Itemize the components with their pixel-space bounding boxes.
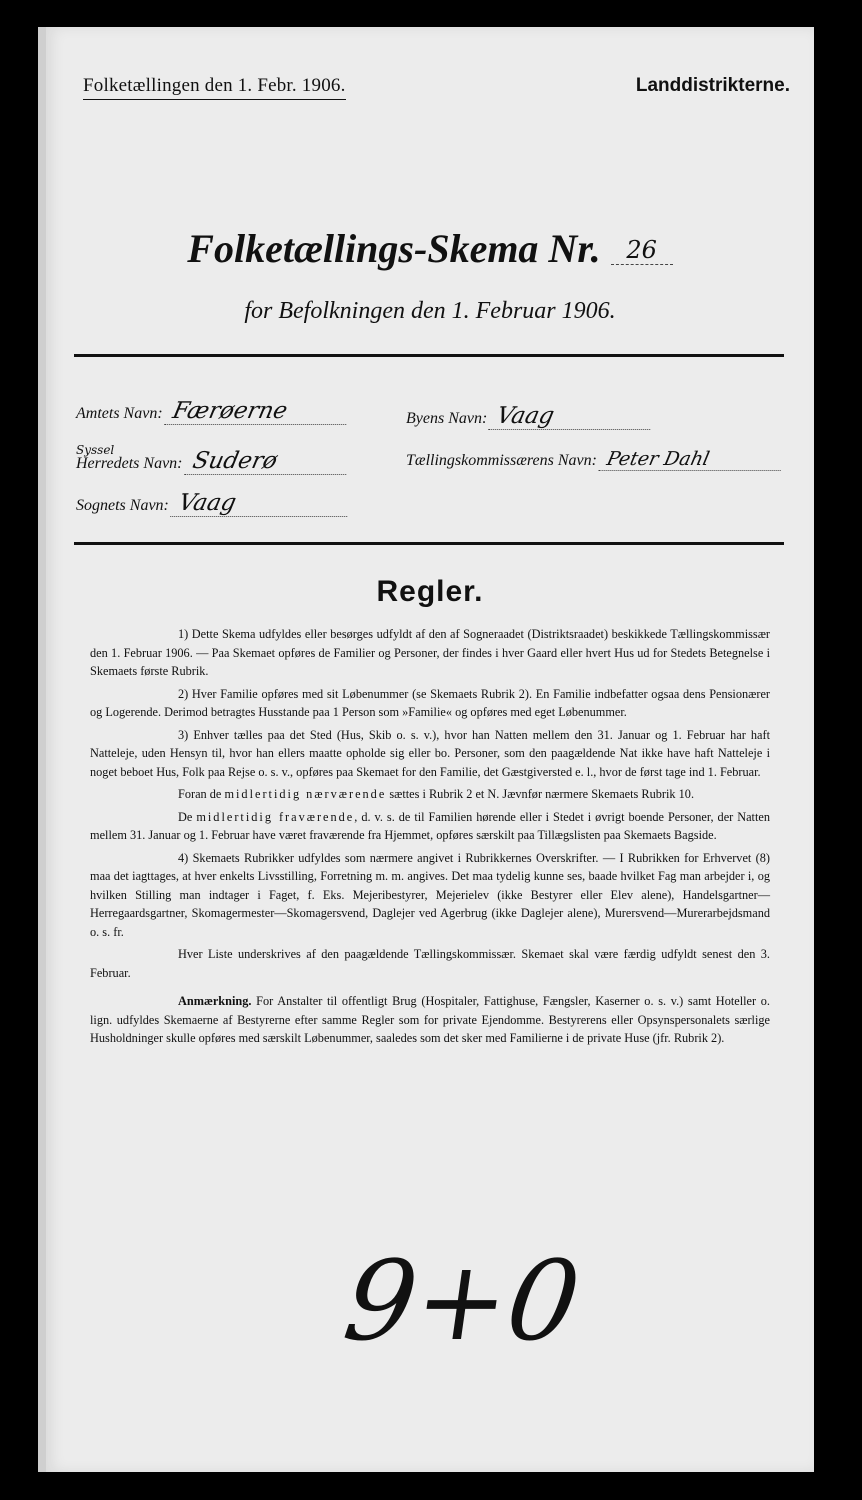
handwritten-note: 9+0 (337, 1237, 588, 1365)
rule-paragraph (90, 808, 770, 845)
herred-prefix: Syssel (76, 443, 115, 457)
rule-text: De (178, 809, 197, 824)
rule-paragraph: 1) Dette Skema udfyldes eller besørges udfyldt af den af Sogneraadet (Distriktsraadet) beskikkede Tællingskommissær den 1. Februar 1906. — Paa Skemaet opføres de Familier og Personer, der findes i hver Gaard eller hvert Hus ud for Stedets Betegnelse i Skemaets første Rubrik. (90, 627, 770, 678)
herred-value: Suderø (184, 448, 352, 475)
byens-label: Byens Navn: (406, 410, 488, 427)
rule-paragraph: Hver Liste underskrives af den paagældende Tællingskommissær. Skemaet skal være færdig udfyldt senest den 3. Februar. (90, 947, 770, 980)
rule-paragraph: 3) Enhver tælles paa det Sted (Hus, Skib o. s. v.), hvor han Natten mellem den 31. Januar og 1. Februar har haft Natteleje, uden Hensyn til, hvor han ellers maatte opholde sig eller bo. Personer, som den paagældende Nat ikke have haft Natteleje i noget beboet Hus, Folk paa Rejse o. s. v., opføres paa Skemaet for den Familie, det Gæstgiversted e. l., hvor de først tage ind 1. Februar. (90, 727, 770, 779)
divider-top (74, 354, 784, 357)
rule-paragraph: 2) Hver Familie opføres med sit Løbenummer (se Skemaets Rubrik 2). En Familie indbefatter ogsaa dens Pensionærer og Logerende. Derimod betragtes Husstande paa 1 Person som »Familie« og opføres med eget Løbenummer. (90, 686, 770, 719)
anmaerkning-label: Anmærkning. (178, 994, 252, 1008)
header-right: Landdistrikterne. (635, 75, 790, 96)
rule-text: For Anstalter til offentligt Brug (Hospitaler, Fattighuse, Fængsler, Kaserner o. s. v.) samt Hoteller o. lign. udfyldes Skemaerne af Bestyrerne efter samme Regler som for private Ejendomme. Bestyrerens eller Opsynspersonalets særlige Husholdninger skulle opføres med særskilt Løbenummer, saaledes som det sker med Familierne i de private Huse (jfr. Rubrik 2). (90, 994, 770, 1045)
header-left (83, 75, 346, 97)
rule-paragraph (90, 785, 770, 804)
header-left-text: Folketællingen den 1. Febr. 1906. (83, 75, 346, 96)
regler-body (90, 625, 770, 1052)
byens-value: Vaag (488, 403, 656, 430)
sogn-value: Vaag (170, 490, 353, 517)
divider-bottom (74, 542, 784, 545)
census-form-page (38, 27, 814, 1472)
form-number: 26 (611, 236, 673, 265)
form-subtitle: for Befolkningen den 1. Februar 1906. (244, 298, 616, 324)
rule-text: , d. v. s. de til Familien hørende eller i Stedet i øvrigt boende Personer, der Natten mellem 31. Januar og 1. Februar have været fraværende fra Hjemmet, opføres særskilt paa Tillægslisten paa Skemaets Bagside. (90, 809, 770, 842)
rule-text: Foran de (178, 787, 225, 801)
form-title (46, 225, 814, 272)
kommissaer-value: Peter Dahl (599, 448, 786, 471)
rule-text: sættes i Rubrik 2 et N. Jævnfør nærmere Skemaets Rubrik 10. (386, 787, 695, 801)
rule-paragraph: 4) Skemaets Rubrikker udfyldes som nærmere angivet i Rubrikkernes Overskrifter. — I Rubrikken for Erhvervet (8) maa det iagttages, at hver enkelts Livsstilling, Forretning m. m. angives. Det maa tydelig kunne ses, baade hvilket Fag man arbejder i, og hvilken Stilling man indtager i Faget, f. Eks. Mejeribestyrer, Mejerielev (ikke Bestyrer eller Elev alene), Handelsgartner—Herregaardsgartner, Skomagermester—Skomagersvend, Daglejer ved Agerbrug (ikke Daglejer alene), Murersvend—Murerarbejdsmand o. s. fr. (90, 850, 770, 939)
sogn-field (76, 490, 350, 517)
rule-text-spaced: midlertidig nærværende (224, 787, 387, 801)
kommissaer-field (406, 448, 783, 471)
byens-field (406, 403, 653, 430)
form-title-text: Folketællings-Skema Nr. (187, 226, 601, 271)
amt-value: Færøerne (164, 398, 352, 425)
herred-field (76, 443, 349, 475)
amt-label: Amtets Navn: (76, 405, 163, 422)
header-underline (83, 99, 346, 100)
herred-label: Herredets Navn: (76, 455, 183, 472)
rule-paragraph (90, 992, 770, 1048)
sogn-label: Sognets Navn: (76, 497, 169, 514)
regler-title: Regler. (376, 575, 484, 608)
kommissaer-label: Tællingskommissærens Navn: (406, 452, 597, 469)
amt-field (76, 398, 349, 425)
rule-text-spaced: midlertidig fraværende (196, 809, 355, 824)
